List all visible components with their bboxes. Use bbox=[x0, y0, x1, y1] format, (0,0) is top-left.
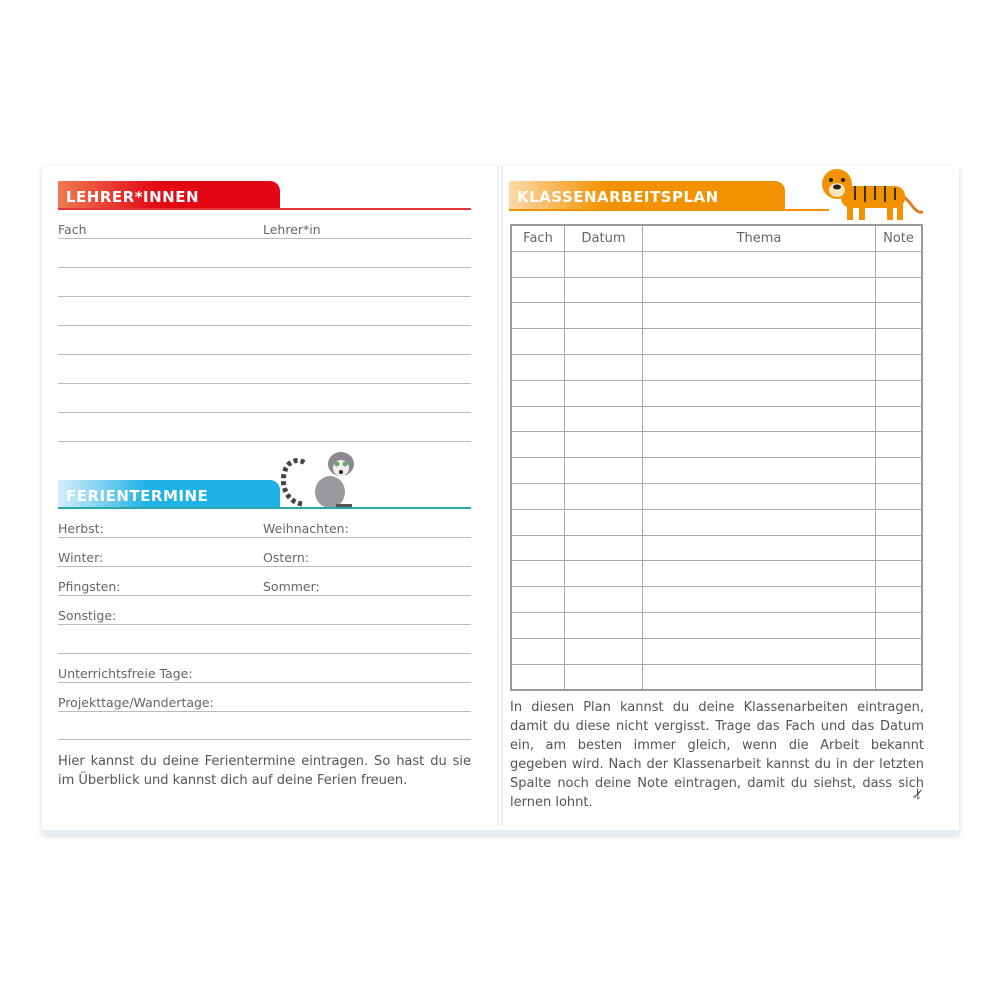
table-row bbox=[511, 354, 922, 380]
table-cell[interactable] bbox=[643, 664, 876, 690]
table-cell[interactable] bbox=[876, 406, 923, 432]
table-cell[interactable] bbox=[511, 664, 565, 690]
table-cell[interactable] bbox=[565, 251, 643, 277]
writing-line[interactable] bbox=[58, 624, 471, 625]
table-row bbox=[511, 535, 922, 561]
table-row bbox=[511, 561, 922, 587]
col-teacher-label: Lehrer*in bbox=[263, 222, 321, 237]
table-cell[interactable] bbox=[643, 354, 876, 380]
writing-line[interactable] bbox=[58, 412, 471, 413]
writing-line[interactable] bbox=[58, 325, 471, 326]
field-other: Sonstige: bbox=[58, 608, 117, 623]
writing-line[interactable] bbox=[58, 354, 471, 355]
table-cell[interactable] bbox=[511, 561, 565, 587]
table-cell[interactable] bbox=[643, 251, 876, 277]
right-page bbox=[503, 166, 959, 826]
writing-line[interactable] bbox=[58, 441, 471, 442]
table-row bbox=[511, 277, 922, 303]
table-cell[interactable] bbox=[643, 587, 876, 613]
table-row bbox=[511, 483, 922, 509]
table-header-row bbox=[511, 225, 922, 251]
table-row bbox=[511, 664, 922, 690]
field-pentecost: Pfingsten: bbox=[58, 579, 121, 594]
table-cell[interactable] bbox=[876, 612, 923, 638]
writing-line[interactable] bbox=[58, 383, 471, 384]
table-cell[interactable] bbox=[643, 638, 876, 664]
writing-line[interactable] bbox=[58, 537, 471, 538]
table-cell[interactable] bbox=[511, 380, 565, 406]
holidays-heading: FERIENTERMINE bbox=[58, 480, 280, 508]
header-grade: Note bbox=[876, 225, 923, 251]
table-cell[interactable] bbox=[876, 354, 923, 380]
table-row bbox=[511, 458, 922, 484]
field-autumn: Herbst: bbox=[58, 521, 104, 536]
open-booklet bbox=[42, 166, 959, 834]
table-cell[interactable] bbox=[643, 535, 876, 561]
table-cell[interactable] bbox=[643, 303, 876, 329]
table-cell[interactable] bbox=[565, 380, 643, 406]
table-cell[interactable] bbox=[643, 277, 876, 303]
table-row bbox=[511, 406, 922, 432]
table-cell[interactable] bbox=[643, 458, 876, 484]
table-cell[interactable] bbox=[876, 380, 923, 406]
writing-line[interactable] bbox=[58, 296, 471, 297]
table-cell[interactable] bbox=[643, 432, 876, 458]
table-cell[interactable] bbox=[643, 612, 876, 638]
table-cell[interactable] bbox=[643, 329, 876, 355]
class-test-table bbox=[510, 224, 923, 691]
table-cell[interactable] bbox=[565, 587, 643, 613]
table-cell[interactable] bbox=[643, 483, 876, 509]
header-topic: Thema bbox=[643, 225, 876, 251]
table-cell[interactable] bbox=[876, 458, 923, 484]
table-row bbox=[511, 509, 922, 535]
table-cell[interactable] bbox=[565, 432, 643, 458]
teachers-heading-rule bbox=[58, 208, 471, 210]
table-row bbox=[511, 251, 922, 277]
table-cell[interactable] bbox=[511, 483, 565, 509]
table-cell[interactable] bbox=[511, 535, 565, 561]
table-cell[interactable] bbox=[565, 535, 643, 561]
table-cell[interactable] bbox=[876, 251, 923, 277]
table-cell[interactable] bbox=[565, 664, 643, 690]
table-cell[interactable] bbox=[565, 483, 643, 509]
table-cell[interactable] bbox=[643, 509, 876, 535]
table-cell[interactable] bbox=[643, 380, 876, 406]
writing-line[interactable] bbox=[58, 238, 471, 239]
field-easter: Ostern: bbox=[263, 550, 309, 565]
table-cell[interactable] bbox=[876, 329, 923, 355]
table-cell[interactable] bbox=[511, 406, 565, 432]
table-cell[interactable] bbox=[876, 561, 923, 587]
table-cell[interactable] bbox=[511, 354, 565, 380]
field-free-days: Unterrichtsfreie Tage: bbox=[58, 666, 193, 681]
table-cell[interactable] bbox=[876, 535, 923, 561]
class-test-description: In diesen Plan kannst du deine Klassenarbeiten eintragen, damit du diese nicht vergisst. Trage das Fach und das Datum ein, am besten immer gleich, wenn die Arbeit bekannt gegeben wird. Nach der Klassenarbeit kannst du in der letzten Spalte noch deine Note eintragen, damit du siehst, dass sich lernen lohnt. bbox=[510, 700, 924, 810]
table-cell[interactable] bbox=[511, 432, 565, 458]
header-date: Datum bbox=[565, 225, 643, 251]
table-cell[interactable] bbox=[643, 561, 876, 587]
class-test-heading-rule bbox=[509, 209, 829, 211]
table-cell[interactable] bbox=[565, 612, 643, 638]
writing-line[interactable] bbox=[58, 739, 471, 740]
table-row bbox=[511, 432, 922, 458]
table-cell[interactable] bbox=[876, 432, 923, 458]
table-row bbox=[511, 380, 922, 406]
table-cell[interactable] bbox=[565, 638, 643, 664]
holidays-description: Hier kannst du deine Ferientermine eintragen. So hast du sie im Überblick und kannst dich auf deine Ferien freuen. bbox=[58, 754, 471, 788]
col-subject-label: Fach bbox=[58, 222, 87, 237]
table-cell[interactable] bbox=[876, 638, 923, 664]
table-cell[interactable] bbox=[565, 303, 643, 329]
table-cell[interactable] bbox=[876, 509, 923, 535]
table-cell[interactable] bbox=[565, 509, 643, 535]
table-cell[interactable] bbox=[565, 406, 643, 432]
table-row bbox=[511, 329, 922, 355]
table-cell[interactable] bbox=[511, 612, 565, 638]
class-test-heading: KLASSENARBEITSPLAN bbox=[509, 181, 785, 209]
table-cell[interactable] bbox=[565, 561, 643, 587]
table-row bbox=[511, 638, 922, 664]
table-row bbox=[511, 612, 922, 638]
table-cell[interactable] bbox=[511, 329, 565, 355]
field-christmas: Weihnachten: bbox=[263, 521, 349, 536]
table-cell[interactable] bbox=[511, 638, 565, 664]
writing-line[interactable] bbox=[58, 566, 471, 567]
table-cell[interactable] bbox=[511, 303, 565, 329]
table-cell[interactable] bbox=[876, 277, 923, 303]
field-summer: Sommer: bbox=[263, 579, 320, 594]
table-cell[interactable] bbox=[511, 458, 565, 484]
table-row bbox=[511, 303, 922, 329]
lemur-illustration bbox=[278, 446, 368, 510]
table-cell[interactable] bbox=[565, 354, 643, 380]
table-cell[interactable] bbox=[876, 303, 923, 329]
writing-line[interactable] bbox=[58, 682, 471, 683]
writing-line[interactable] bbox=[58, 595, 471, 596]
scissors-icon: ✂ bbox=[909, 785, 929, 803]
field-project-days: Projekttage/Wandertage: bbox=[58, 695, 214, 710]
left-page bbox=[42, 166, 497, 826]
writing-line[interactable] bbox=[58, 711, 471, 712]
table-cell[interactable] bbox=[565, 277, 643, 303]
table-cell[interactable] bbox=[565, 458, 643, 484]
table-cell[interactable] bbox=[511, 509, 565, 535]
table-cell[interactable] bbox=[643, 406, 876, 432]
table-cell[interactable] bbox=[511, 277, 565, 303]
table-cell[interactable] bbox=[876, 587, 923, 613]
table-cell[interactable] bbox=[565, 329, 643, 355]
holidays-heading-rule bbox=[58, 507, 471, 509]
table-cell[interactable] bbox=[876, 483, 923, 509]
table-cell[interactable] bbox=[511, 251, 565, 277]
table-row bbox=[511, 587, 922, 613]
teachers-heading: LEHRER*INNEN bbox=[58, 181, 280, 209]
table-cell[interactable] bbox=[876, 664, 923, 690]
header-subject: Fach bbox=[511, 225, 565, 251]
table-cell[interactable] bbox=[511, 587, 565, 613]
field-winter: Winter: bbox=[58, 550, 104, 565]
writing-line[interactable] bbox=[58, 267, 471, 268]
tiger-illustration bbox=[815, 166, 925, 222]
writing-line[interactable] bbox=[58, 653, 471, 654]
